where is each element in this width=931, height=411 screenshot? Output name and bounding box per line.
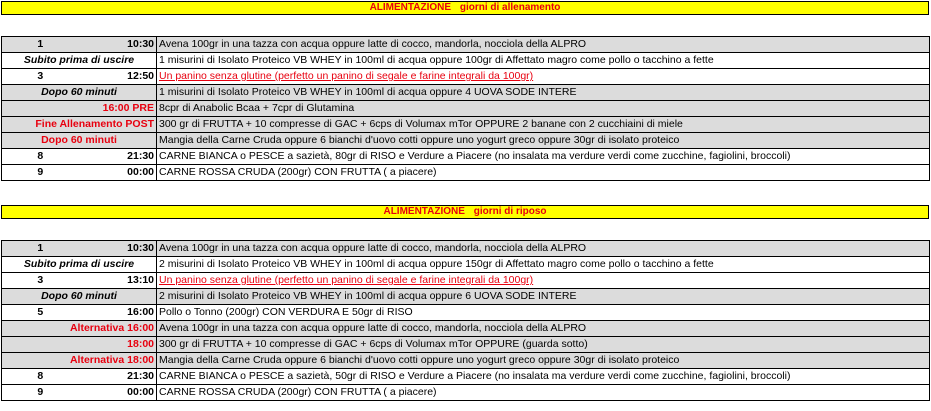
meal-number: 8: [2, 369, 79, 385]
meal-number: 5: [2, 305, 79, 321]
meal-label: Subito prima di uscire: [2, 53, 157, 69]
meal-label: Subito prima di uscire: [2, 257, 157, 273]
meal-description[interactable]: 2 misurini di Isolato Proteico VB WHEY in 100ml di acqua oppure 150gr di Affettato magro come pollo o tacchino a fette: [157, 257, 930, 273]
meal-description[interactable]: 300 gr di FRUTTA + 10 compresse di GAC + 6cps di Volumax mTor OPPURE 2 banane con 2 cucchiaini di miele: [157, 117, 930, 133]
rest-title-main: ALIMENTAZIONE: [383, 206, 465, 217]
table-row[interactable]: [2, 149, 930, 165]
meal-number: 3: [2, 69, 79, 85]
table-row[interactable]: [2, 305, 930, 321]
meal-description-link[interactable]: Un panino senza glutine (perfetto un panino di segale e farine integrali da 100gr): [157, 69, 930, 85]
meal-label-pre-workout: 16:00 PRE: [2, 101, 157, 117]
meal-description[interactable]: 1 misurini di Isolato Proteico VB WHEY in 100ml di acqua oppure 100gr di Affettato magro come pollo o tacchino a fette: [157, 53, 930, 69]
meal-time: 10:30: [79, 241, 157, 257]
meal-description[interactable]: Avena 100gr in una tazza con acqua oppure latte di cocco, mandorla, nocciola della ALPRO: [157, 241, 930, 257]
meal-description[interactable]: 2 misurini di Isolato Proteico VB WHEY in 100ml di acqua oppure 6 UOVA SODE INTERE: [157, 289, 930, 305]
table-row[interactable]: [2, 117, 930, 133]
meal-time: 21:30: [79, 369, 157, 385]
meal-label-alternative: Alternativa 18:00: [2, 353, 157, 369]
meal-description-link[interactable]: Un panino senza glutine (perfetto un panino di segale e farine integrali da 100gr): [157, 273, 930, 289]
meal-number: 9: [2, 165, 79, 181]
meal-time: 00:00: [79, 165, 157, 181]
table-row[interactable]: [2, 289, 930, 305]
meal-description[interactable]: CARNE ROSSA CRUDA (200gr) CON FRUTTA ( a piacere): [157, 165, 930, 181]
meal-number: 1: [2, 37, 79, 53]
table-row[interactable]: [2, 69, 930, 85]
table-row[interactable]: [2, 37, 930, 53]
meal-number: 8: [2, 149, 79, 165]
table-row[interactable]: [2, 133, 930, 149]
meal-time: 16:00: [79, 305, 157, 321]
table-row[interactable]: [2, 321, 930, 337]
training-section-banner: [1, 1, 929, 15]
meal-label-time: 18:00: [2, 337, 157, 353]
meal-description[interactable]: Avena 100gr in una tazza con acqua oppure latte di cocco, mandorla, nocciola della ALPRO: [157, 37, 930, 53]
meal-description[interactable]: 1 misurini di Isolato Proteico VB WHEY in 100ml di acqua oppure 4 UOVA SODE INTERE: [157, 85, 930, 101]
training-title-sub: giorni di allenamento: [459, 2, 561, 13]
rest-schedule-table: [1, 240, 930, 401]
meal-description[interactable]: CARNE BIANCA o PESCE a sazietà, 80gr di RISO e Verdure a Piacere (no insalata ma verdure verdi come zucchine, fagiolini, broccoli): [157, 149, 930, 165]
rest-section-banner: [1, 205, 929, 219]
meal-description[interactable]: Pollo o Tonno (200gr) CON VERDURA E 50gr di RISO: [157, 305, 930, 321]
meal-time: 10:30: [79, 37, 157, 53]
meal-label: Dopo 60 minuti: [2, 85, 157, 101]
table-row[interactable]: [2, 337, 930, 353]
table-row[interactable]: [2, 53, 930, 69]
meal-number: 1: [2, 241, 79, 257]
table-row[interactable]: [2, 257, 930, 273]
training-schedule-table: [1, 36, 930, 181]
meal-time: 00:00: [79, 385, 157, 401]
table-row[interactable]: [2, 385, 930, 401]
meal-time: 12:50: [79, 69, 157, 85]
meal-number: 3: [2, 273, 79, 289]
meal-description[interactable]: Mangia della Carne Cruda oppure 6 bianchi d'uovo cotti oppure uno yogurt greco oppure 30gr di isolato proteico: [157, 353, 930, 369]
training-title-main: ALIMENTAZIONE: [369, 2, 452, 13]
meal-label-post-workout: Fine Allenamento POST: [2, 117, 157, 133]
meal-description[interactable]: 8cpr di Anabolic Bcaa + 7cpr di Glutamina: [157, 101, 930, 117]
meal-number: 9: [2, 385, 79, 401]
meal-time: 13:10: [79, 273, 157, 289]
meal-label: Dopo 60 minuti: [2, 289, 157, 305]
table-row[interactable]: [2, 241, 930, 257]
meal-description[interactable]: Avena 100gr in una tazza con acqua oppure latte di cocco, mandorla, nocciola della ALPRO: [157, 321, 930, 337]
meal-label: Dopo 60 minuti: [2, 133, 157, 149]
meal-description[interactable]: 300 gr di FRUTTA + 10 compresse di GAC + 6cps di Volumax mTor OPPURE (guarda sotto): [157, 337, 930, 353]
meal-description[interactable]: Mangia della Carne Cruda oppure 6 bianchi d'uovo cotti oppure uno yogurt greco oppure 30gr di isolato proteico: [157, 133, 930, 149]
meal-description[interactable]: CARNE BIANCA o PESCE a sazietà, 50gr di RISO e Verdure a Piacere (no insalata ma verdure verdi come zucchine, fagiolini, broccoli): [157, 369, 930, 385]
meal-description[interactable]: CARNE ROSSA CRUDA (200gr) CON FRUTTA ( a piacere): [157, 385, 930, 401]
table-row[interactable]: [2, 353, 930, 369]
table-row[interactable]: [2, 165, 930, 181]
table-row[interactable]: [2, 101, 930, 117]
table-row[interactable]: [2, 273, 930, 289]
meal-time: 21:30: [79, 149, 157, 165]
table-row[interactable]: [2, 369, 930, 385]
meal-label-alternative: Alternativa 16:00: [2, 321, 157, 337]
rest-title-sub: giorni di riposo: [473, 206, 547, 217]
table-row[interactable]: [2, 85, 930, 101]
